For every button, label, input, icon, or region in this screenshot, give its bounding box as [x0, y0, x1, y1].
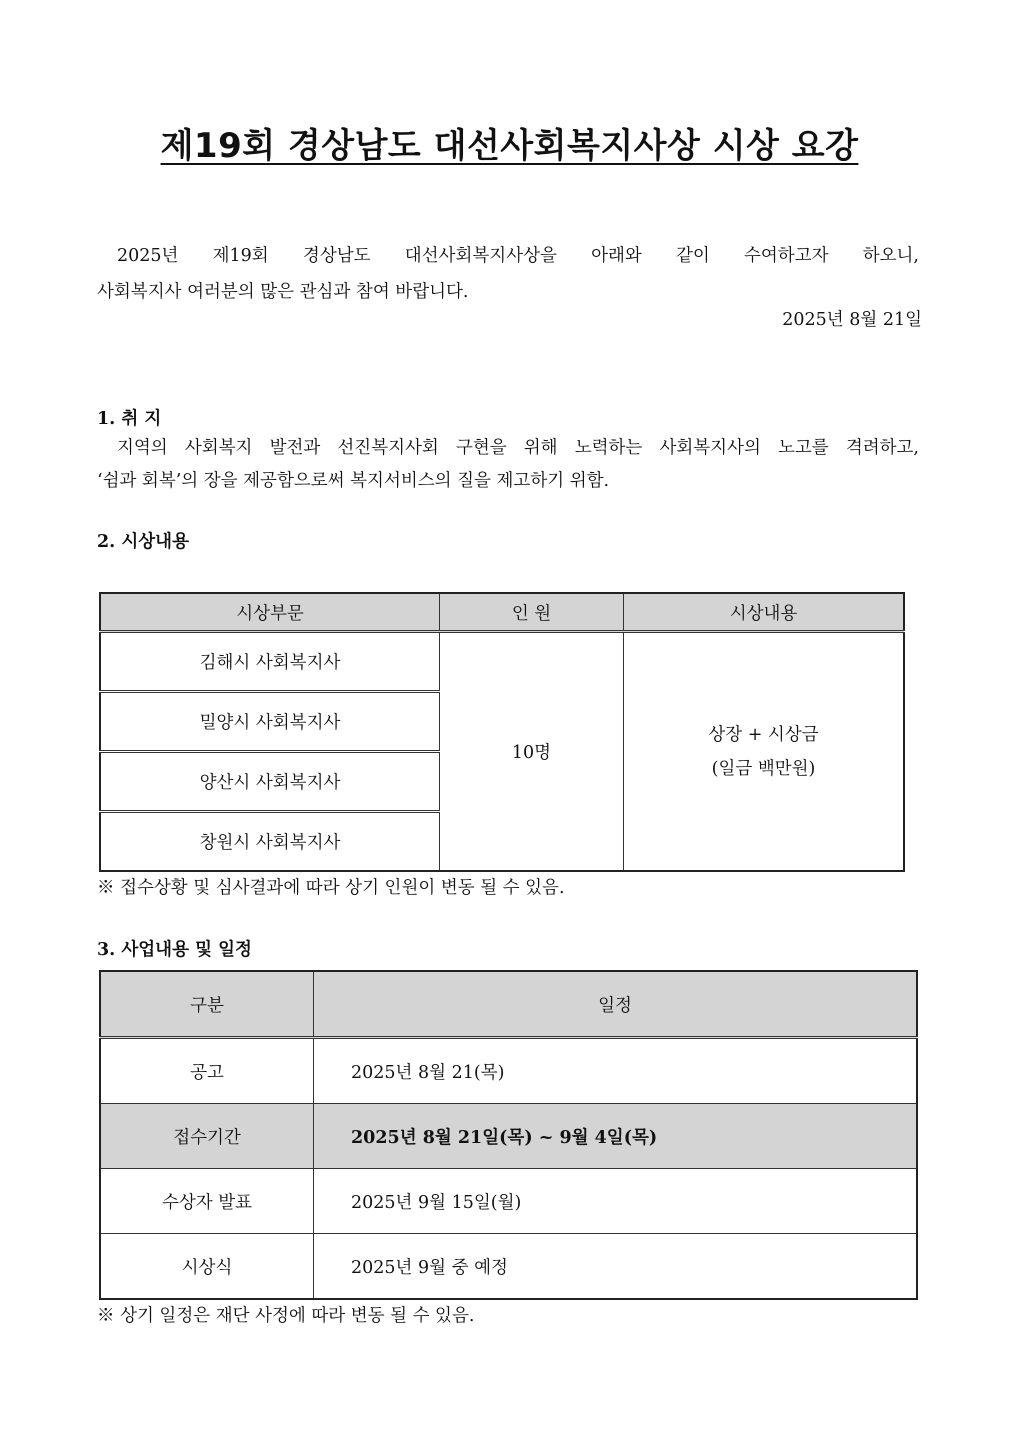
- intro-paragraph: [97, 238, 919, 310]
- award-table: [99, 592, 905, 872]
- document-title-wrap: [0, 118, 1019, 167]
- table-row: [100, 1038, 917, 1104]
- category-cell: 김해시 사회복지사: [100, 632, 440, 692]
- schedule-date-cell: 2025년 9월 15일(월): [314, 1169, 918, 1234]
- header-award-category: 시상부문: [100, 593, 440, 632]
- category-cell: 밀양시 사회복지사: [100, 692, 440, 752]
- schedule-item-cell: 접수기간: [100, 1104, 314, 1169]
- section-3-heading: 3. 사업내용 및 일정: [97, 940, 252, 960]
- award-table-header: [100, 593, 904, 632]
- intro-line-2: 사회복지사 여러분의 많은 관심과 참여 바랍니다.: [97, 282, 469, 302]
- section-1-paragraph: [97, 432, 919, 498]
- schedule-date-cell: 2025년 8월 21일(목) ~ 9월 4일(목): [314, 1104, 918, 1169]
- section-2-heading: 2. 시상내용: [97, 532, 189, 552]
- section-1-line-2: ‘쉼과 회복’의 장을 제공함으로써 복지서비스의 질을 제고하기 위함.: [97, 471, 610, 491]
- schedule-date-cell: 2025년 8월 21(목): [314, 1038, 918, 1104]
- table-row-highlighted: [100, 1104, 917, 1169]
- section-1-heading: 1. 취 지: [97, 409, 162, 429]
- award-content-cell: [624, 632, 905, 872]
- table-row: [100, 632, 904, 692]
- document-title: 제19회 경상남도 대선사회복지사상 시상 요강: [160, 126, 859, 166]
- award-line-2: (일금 백만원): [711, 758, 816, 779]
- schedule-table-header: [100, 971, 917, 1038]
- section-2-note: ※ 접수상황 및 심사결과에 따라 상기 인원이 변동 될 수 있음.: [97, 878, 565, 898]
- header-award-content: 시상내용: [624, 593, 905, 632]
- schedule-item-cell: 공고: [100, 1038, 314, 1104]
- header-item: 구분: [100, 971, 314, 1038]
- category-cell: 양산시 사회복지사: [100, 752, 440, 812]
- award-line-1: 상장 + 시상금: [708, 724, 819, 745]
- recipient-count-cell: 10명: [440, 632, 624, 872]
- header-schedule: 일정: [314, 971, 918, 1038]
- schedule-item-cell: 시상식: [100, 1234, 314, 1300]
- category-cell: 창원시 사회복지사: [100, 812, 440, 872]
- header-recipient-count: 인 원: [440, 593, 624, 632]
- table-row: [100, 1234, 917, 1300]
- section-3-note: ※ 상기 일정은 재단 사정에 따라 변동 될 수 있음.: [97, 1306, 475, 1326]
- schedule-table: [99, 970, 918, 1300]
- notice-date: 2025년 8월 21일: [782, 310, 922, 330]
- schedule-date-cell: 2025년 9월 중 예정: [314, 1234, 918, 1300]
- table-row: [100, 1169, 917, 1234]
- section-1-line-1: 지역의 사회복지 발전과 선진복지사회 구현을 위해 노력하는 사회복지사의 노고를 격려하고,: [117, 438, 919, 458]
- schedule-item-cell: 수상자 발표: [100, 1169, 314, 1234]
- intro-line-1: 2025년 제19회 경상남도 대선사회복지사상을 아래와 같이 수여하고자 하오니,: [117, 246, 919, 266]
